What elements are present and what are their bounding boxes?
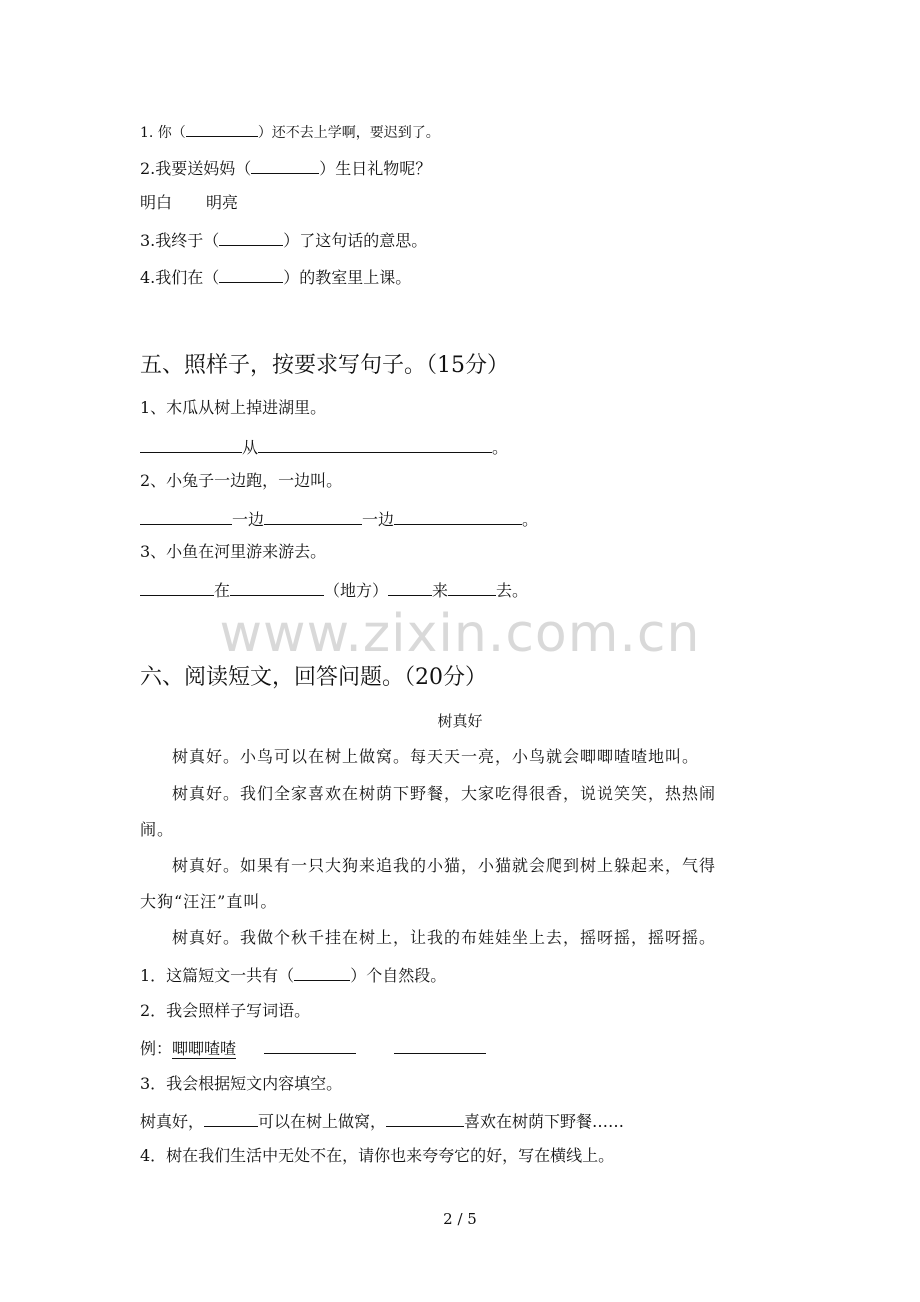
- answer-blank[interactable]: [258, 436, 492, 453]
- sentence-1: 1、木瓜从树上掉进湖里。: [140, 398, 327, 417]
- answer-blank[interactable]: [394, 508, 522, 525]
- answer-blank[interactable]: [386, 1110, 464, 1127]
- item-2-text-post: ）生日礼物呢？: [319, 159, 432, 178]
- item-3-text-pre: 3.我终于（: [140, 231, 220, 250]
- item-3-text-post: ）了这句话的意思。: [283, 231, 428, 250]
- answer-blank[interactable]: [394, 1037, 486, 1054]
- item-1-text-post: ）还不去上学啊，要迟到了。: [257, 125, 440, 141]
- watermark: www.zixin.com.cn: [219, 604, 701, 664]
- section-6-title: 六、阅读短文，回答问题。（20分）: [140, 665, 487, 690]
- answer-blank[interactable]: [264, 508, 362, 525]
- answer-blank[interactable]: [186, 120, 258, 137]
- item-2: [140, 157, 431, 179]
- question-3: 3．我会根据短文内容填空。: [140, 1074, 343, 1093]
- item-1: [140, 120, 440, 143]
- question-2: 2．我会照样子写词语。: [140, 1001, 311, 1020]
- answer-blank[interactable]: [388, 579, 432, 596]
- section-5-title: 五、照样子，按要求写句子。（15分）: [140, 353, 509, 378]
- page-number: 2 / 5: [443, 1210, 477, 1228]
- paragraph-1: 树真好。小鸟可以在树上做窝。每天天一亮，小鸟就会唧唧喳喳地叫。: [172, 747, 700, 766]
- answer-blank[interactable]: [294, 964, 350, 981]
- example-row: [140, 1037, 486, 1059]
- answer-blank[interactable]: [448, 579, 496, 596]
- answer-blank[interactable]: [219, 229, 283, 246]
- paragraph-3-cont: 大狗“汪汪”直叫。: [140, 892, 278, 911]
- word-choice: 明白: [140, 193, 173, 212]
- question-4: 4．树在我们生活中无处不在，请你也来夸夸它的好，写在横线上。: [140, 1146, 615, 1165]
- example-label: 例：: [140, 1039, 173, 1058]
- word-choices: [140, 193, 238, 213]
- item-4-text-post: ）的教室里上课。: [283, 268, 412, 287]
- sentence-2-fill: 一边 一边 。: [140, 508, 538, 530]
- example-word: 唧唧喳喳: [172, 1039, 237, 1058]
- answer-blank[interactable]: [251, 157, 319, 174]
- answer-blank[interactable]: [264, 1037, 356, 1054]
- answer-blank[interactable]: [204, 1110, 258, 1127]
- paragraph-2: 树真好。我们全家喜欢在树荫下野餐，大家吃得很香，说说笑笑，热热闹: [172, 784, 717, 803]
- paragraph-4: 树真好。我做个秋千挂在树上，让我的布娃娃坐上去，摇呀摇，摇呀摇。: [172, 928, 717, 947]
- item-3: [140, 229, 427, 251]
- paragraph-2-cont: 闹。: [140, 820, 175, 839]
- answer-blank[interactable]: [140, 508, 232, 525]
- sentence-2: 2、小兔子一边跑，一边叫。: [140, 471, 343, 490]
- question-1: 1．这篇短文一共有（ ）个自然段。: [140, 966, 447, 985]
- item-1-text-pre: 1. 你（: [140, 125, 186, 141]
- question-3-fill: 树真好， 可以在树上做窝， 喜欢在树荫下野餐……: [140, 1112, 625, 1131]
- paragraph-3: 树真好。如果有一只大狗来追我的小猫，小猫就会爬到树上躲起来，气得: [172, 856, 717, 875]
- answer-blank[interactable]: [140, 579, 214, 596]
- article-title: 树真好: [437, 712, 483, 730]
- answer-blank[interactable]: [230, 579, 324, 596]
- sentence-3: 3、小鱼在河里游来游去。: [140, 542, 327, 561]
- sentence-3-fill: 在 （地方） 来 去。: [140, 579, 528, 601]
- item-4-text-pre: 4.我们在（: [140, 268, 220, 287]
- answer-blank[interactable]: [219, 266, 283, 283]
- answer-blank[interactable]: [140, 436, 242, 453]
- item-4: [140, 266, 411, 288]
- item-2-text-pre: 2.我要送妈妈（: [140, 159, 252, 178]
- word-choice: 明亮: [206, 193, 239, 212]
- sentence-1-fill: 从 。: [140, 436, 508, 458]
